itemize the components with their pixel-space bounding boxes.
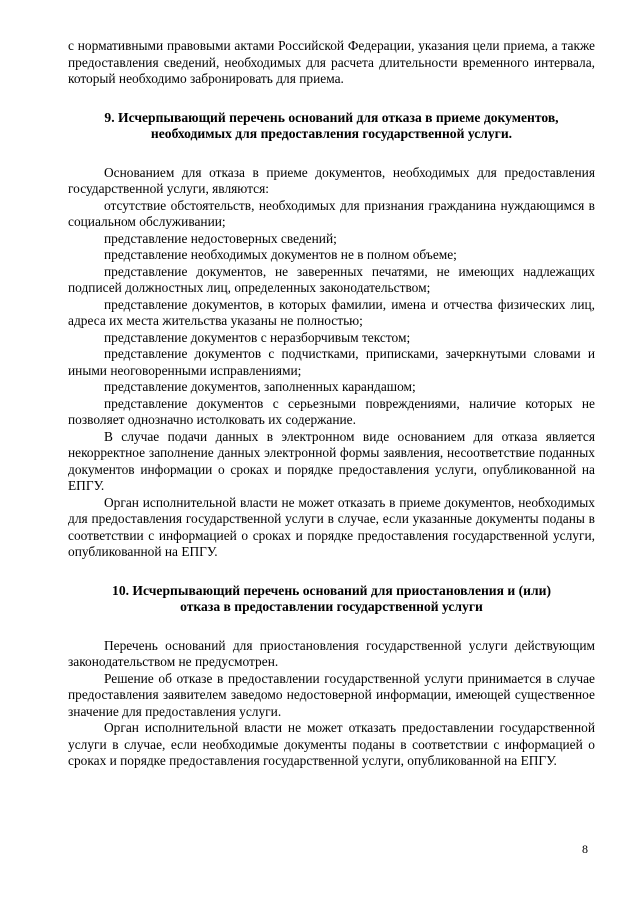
paragraph: Решение об отказе в предоставлении государственной услуги принимается в случае предоставления заявителем заведомо недостоверной информации, имеющей существенное значение для предоставления услуги. (68, 670, 595, 719)
paragraph: отсутствие обстоятельств, необходимых для признания гражданина нуждающимся в социальном обслуживании; (68, 197, 595, 229)
page-number: 8 (582, 842, 588, 856)
section-10-body (68, 638, 595, 770)
paragraph: представление документов, заполненных карандашом; (104, 379, 416, 394)
section-9-body (68, 165, 595, 561)
section-9-heading (68, 110, 595, 143)
paragraph: Орган исполнительной власти не может отказать предоставлении государственной услуги в случае, если необходимые документы поданы в соответствии с информацией о сроках и порядке предоставления государственной услуги, опубликованной на ЕПГУ. (68, 720, 595, 768)
paragraph: Основанием для отказа в приеме документов, необходимых для предоставления государственной услуги, являются: (68, 164, 595, 196)
section-9-heading-line-2: необходимых для предоставления государственной услуги. (150, 126, 513, 141)
paragraph: Орган исполнительной власти не может отказать в приеме документов, необходимых для предоставления государственной услуги в случае, если указанные документы поданы в соответствии с информацией о сроках и порядке предоставления государственной услуги, опубликованной на ЕПГУ. (68, 494, 595, 559)
paragraph: В случае подачи данных в электронном виде основанием для отказа является некорректное заполнение данных электронной формы заявления, несоответствие поданных документов информации о сроках и порядке предоставления услуги, опубликованной на ЕПГУ. (68, 428, 595, 493)
paragraph: представление документов с подчистками, приписками, зачеркнутыми словами и иными неоговоренными исправлениями; (68, 346, 595, 378)
paragraph: представление документов с неразборчивым текстом; (104, 329, 411, 345)
paragraph: представление необходимых документов не в полном объеме; (104, 247, 457, 262)
paragraph: представление документов, не заверенных печатями, не имеющих надлежащих подписей должностных лиц, определенных законодательством; (68, 263, 595, 295)
paragraph: представление документов, в которых фамилии, имена и отчества физических лиц, адреса их места жительства указаны не полностью; (68, 296, 595, 328)
section-10-heading-line-2: отказа в предоставлении государственной услуги (180, 599, 483, 614)
document-body (68, 38, 595, 770)
paragraph: представление документов с серьезными повреждениями, наличие которых не позволяет однозначно истолковать их содержание. (68, 395, 595, 427)
continued-paragraph: с нормативными правовыми актами Российской Федерации, указания цели приема, а также предоставления сведений, необходимых для расчета длительности временного интервала, который необходимо забронировать для приема. (68, 38, 595, 86)
paragraph: представление недостоверных сведений; (104, 230, 337, 246)
section-9-heading-line-1: 9. Исчерпывающий перечень оснований для отказа в приеме документов, (104, 109, 559, 125)
paragraph: Перечень оснований для приостановления государственной услуги действующим законодательством не предусмотрен. (68, 637, 595, 669)
section-10-heading (68, 583, 595, 616)
section-10-heading-line-1: 10. Исчерпывающий перечень оснований для приостановления и (или) (112, 582, 551, 598)
